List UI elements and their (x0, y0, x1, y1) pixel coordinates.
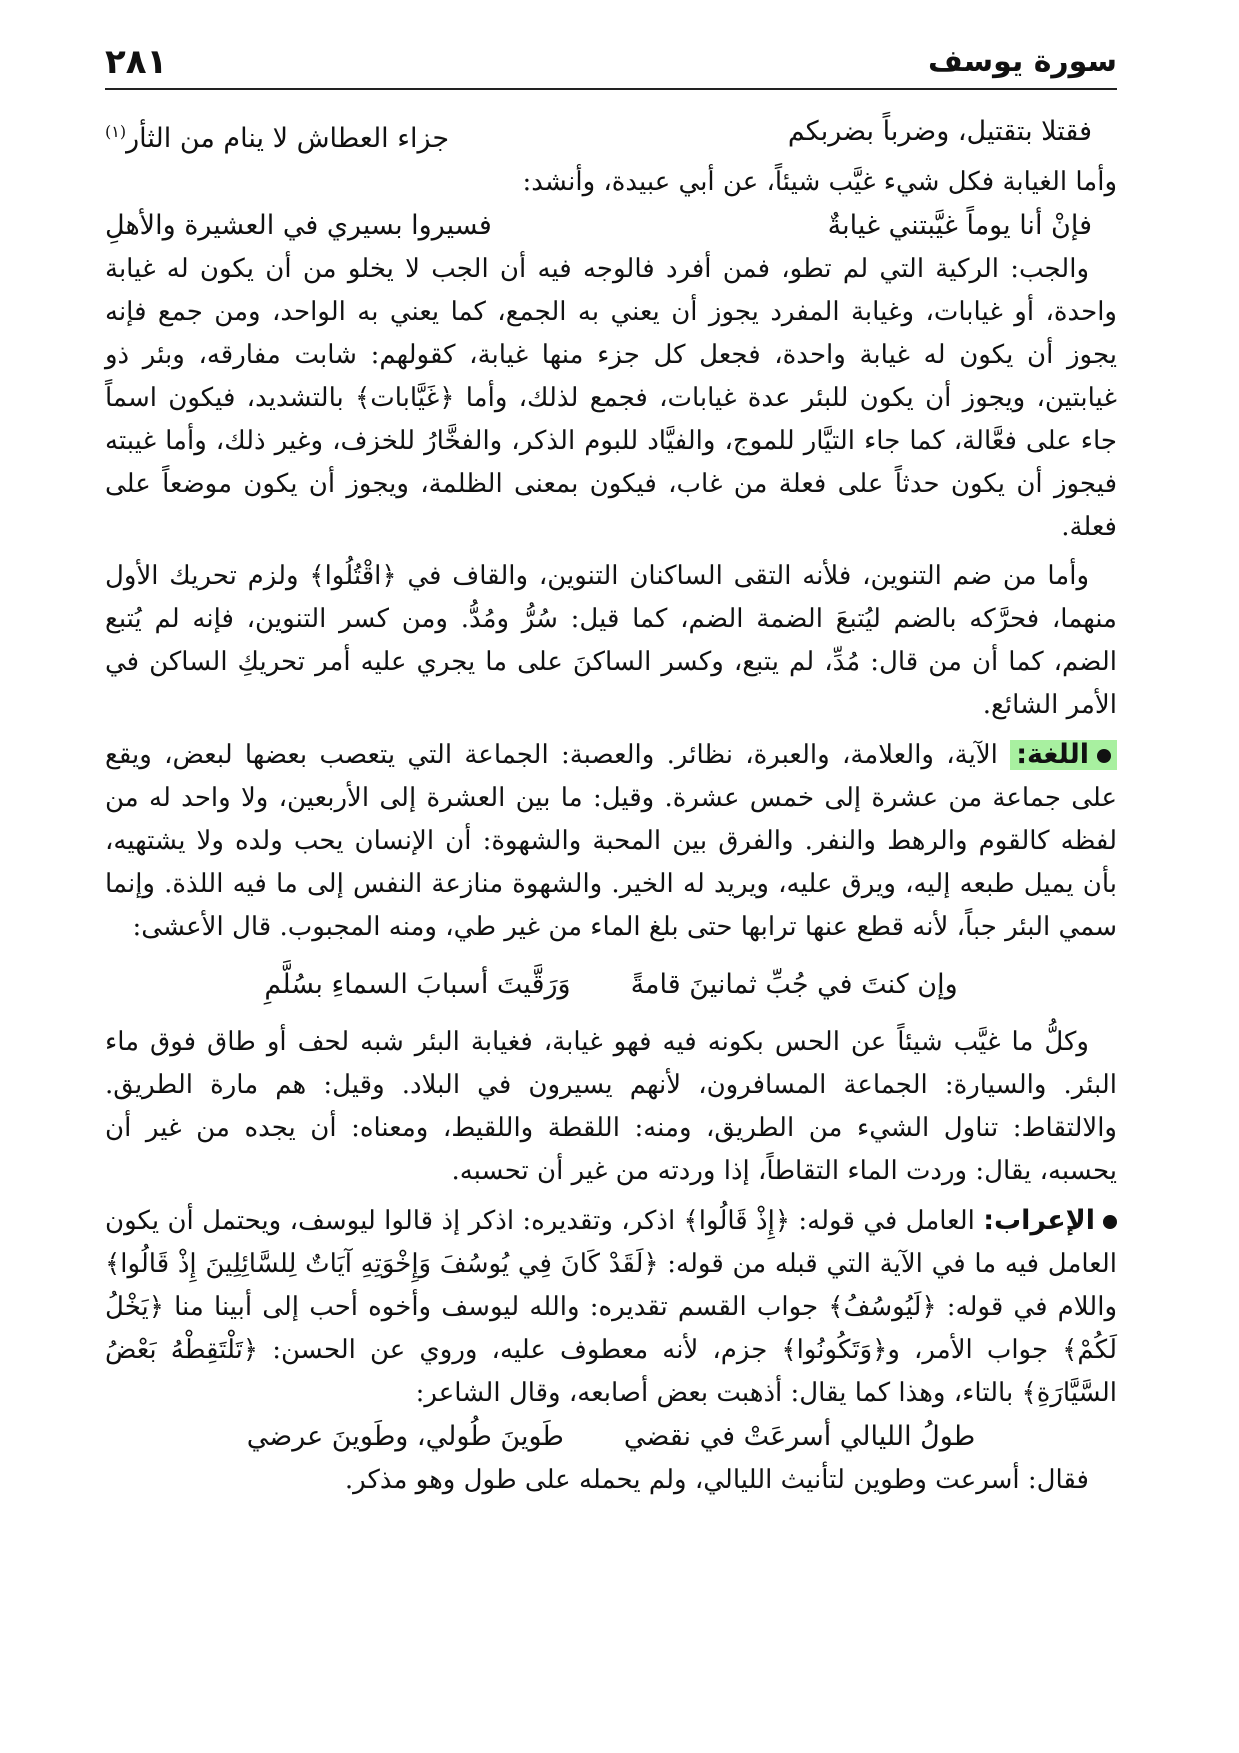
paragraph-sayyara: وكلُّ ما غيَّب شيئاً عن الحس بكونه فيه فهو غيابة، فغيابة البئر شبه لحف أو طاق فوق ماء البئر. والسيارة: الجماعة المسافرون، لأنهم يسيرون في البلاد. وقيل: هم مارة الطريق. والالتقاط: تناول الشيء من الطريق، ومنه: اللقطة واللقيط، ومعناه: أن يجده من غير أن يحسبه، يقال: وردت الماء التقاطاً، إذا وردته من غير أن تحسبه. (105, 1027, 1117, 1186)
paragraph-ghayaba: وأما الغيابة فكل شيء غيَّب شيئاً، عن أبي عبيدة، وأنشد: (522, 167, 1117, 197)
poem-verse-4 (105, 1415, 1117, 1459)
paragraph-jubb: والجب: الركية التي لم تطو، فمن أفرد فالوجه فيه أن الجب لا يخلو من أن يكون له غيابة واحدة، أو غيابات، وغيابة المفرد يجوز أن يعني به الجمع، كما يعني به الواحد، ومن جمع فإنه يجوز أن يكون له غيابة واحدة، فجعل كل جزء منها غيابة، كقولهم: شابت مفارقه، وبئر ذو غيابتين، ويجوز أن يكون للبئر عدة غيابات، فجمع لذلك، وأما ﴿غَيَّابات﴾ بالتشديد، فيكون اسماً جاء على فعَّالة، كما جاء التيَّار للموج، والفيَّاد للبوم الذكر، والفخَّارُ للخزف، وغير ذلك، وأما غيبته فيجوز أن يكون حدثاً على فعلة من غاب، فيكون بمعنى الظلمة، ويجوز أن يكون موضعاً على فعلة. (105, 254, 1117, 542)
verse-4-first-hemistich: طولُ الليالي أسرعَتْ في نقضي (623, 1421, 976, 1452)
verse-1-second-hemistich-text: جزاء العطاش لا ينام من الثأر (126, 123, 450, 154)
verse-3-second-hemistich: وَرَقَّيتَ أسبابَ السماءِ بسُلَّمِ (264, 969, 571, 1000)
page-content (105, 110, 1117, 1502)
bullet-icon (1097, 749, 1111, 763)
page-number: ٢٨١ (105, 42, 168, 82)
verse-4-second-hemistich: طَوينَ طُولي، وطَوينَ عرضي (246, 1421, 564, 1452)
bullet-icon (1103, 1215, 1117, 1229)
footnote-marker: (١) (105, 122, 127, 141)
poem-verse-2 (105, 204, 1117, 248)
poem-verse-3 (105, 963, 1117, 1007)
paragraph-closing: فقال: أسرعت وطوين لتأنيث الليالي، ولم يحمله على طول وهو مذكر. (344, 1465, 1089, 1495)
poem-verse-1 (105, 110, 1117, 161)
verse-3-first-hemistich: وإن كنتَ في جُبِّ ثمانينَ قامةً (630, 969, 958, 1000)
verse-2-first-hemistich: فإنْ أنا يوماً غيَّبتني غيابةٌ (827, 210, 1092, 241)
section-irab (105, 1199, 1117, 1415)
verse-2-second-hemistich: فسيروا بسيري في العشيرة والأهلِ (105, 210, 492, 241)
lugha-highlight (1010, 740, 1117, 770)
lugha-heading: اللغة: (1016, 739, 1090, 770)
paragraph-tanween: وأما من ضم التنوين، فلأنه التقى الساكنان التنوين، والقاف في ﴿اقْتُلُوا﴾ ولزم تحريك الأول منهما، فحرَّكه بالضم ليُتبعَ الضمة الضم، كما قيل: سُرُّ ومُدُّ. ومن كسر التنوين، فإنه لم يُتبع الضم، كما أن من قال: مُدِّ، لم يتبع، وكسر الساكنَ على ما يجري عليه أمر تحريكِ الساكن في الأمر الشائع. (105, 561, 1118, 720)
surah-title: سورة يوسف (927, 44, 1117, 79)
irab-heading: الإعراب: (983, 1205, 1096, 1236)
lugha-text: الآية، والعلامة، والعبرة، نظائر. والعصبة: الجماعة التي يتعصب بعضها لبعض، ويقع على جماعة من عشرة إلى خمس عشرة. وقيل: ما بين العشرة إلى الأربعين، ولا واحد له من لفظه كالقوم والرهط والنفر. والفرق بين المحبة والشهوة: أن الإنسان يحب ولده ولا يشتهيه، بأن يميل طبعه إليه، ويرق عليه، ويريد له الخير. والشهوة منازعة النفس إلى ما فيه اللذة. وإنما سمي البئر جباً، لأنه قطع عنها ترابها حتى بلغ الماء من غير طي، ومنه المجبوب. قال الأعشى: (105, 740, 1117, 942)
verse-1-first-hemistich: فقتلا بتقتيل، وضرباً بضربكم (787, 116, 1092, 147)
section-lugha (105, 733, 1117, 949)
irab-text: العامل في قوله: ﴿إِذْ قَالُوا﴾ اذكر، وتقديره: اذكر إذ قالوا ليوسف، ويحتمل أن يكون العامل فيه ما في الآية التي قبله من قوله: ﴿لَقَدْ كَانَ فِي يُوسُفَ وَإِخْوَتِهِ آيَاتٌ لِلسَّائِلِينَ إِذْ قَالُوا﴾ واللام في قوله: ﴿لَيُوسُفُ﴾ جواب القسم تقديره: والله ليوسف وأخوه أحب إلى أبينا منا ﴿يَخْلُ لَكُمْ﴾ جواب الأمر، و﴿وَتَكُونُوا﴾ جزم، لأنه معطوف عليه، وروي عن الحسن: ﴿تَلْتَقِطْهُ بَعْضُ السَّيَّارَةِ﴾ بالتاء، وهذا كما يقال: أذهبت بعض أصابعه، وقال الشاعر: (105, 1206, 1117, 1408)
page-header (105, 38, 1117, 90)
verse-1-second-hemistich (105, 110, 449, 161)
